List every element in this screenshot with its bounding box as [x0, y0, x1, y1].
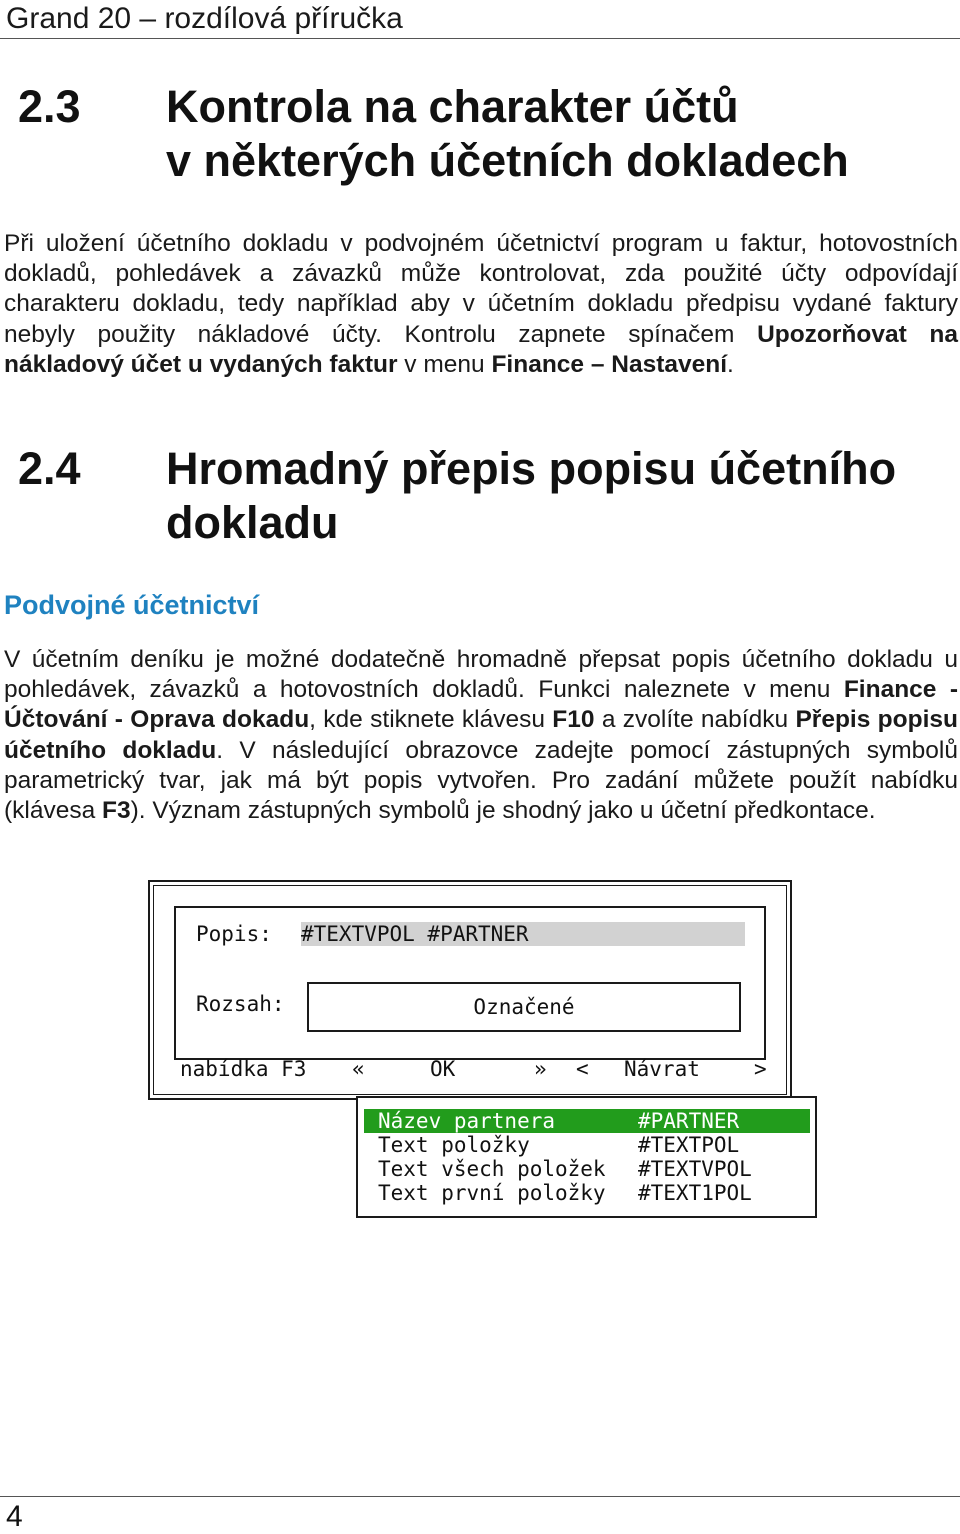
section-title-line: dokladu [166, 497, 339, 548]
page-number: 4 [6, 1500, 23, 1533]
menu-path: Finance – Nastavení [491, 350, 728, 378]
key-name: F10 [552, 706, 595, 734]
rozsah-label: Rozsah: [196, 992, 285, 1016]
list-item[interactable] [364, 1157, 810, 1181]
list-item[interactable] [364, 1109, 810, 1133]
list-item-name: Text všech položek [378, 1157, 606, 1181]
section-title-line: v některých účetních dokladech [166, 135, 849, 186]
popis-input[interactable]: #TEXTVPOL #PARTNER [301, 922, 745, 946]
header-rule [0, 38, 960, 39]
list-item[interactable] [364, 1133, 810, 1157]
dialog-fields-frame [174, 906, 766, 1060]
list-item-symbol: #TEXTPOL [638, 1133, 740, 1157]
section-title-line: Hromadný přepis popisu účetního [166, 443, 897, 494]
menu-path: Finance - Účtování - Oprava dokadu [4, 676, 958, 734]
list-item-symbol: #PARTNER [638, 1109, 740, 1133]
menu-f3-button[interactable]: nabídka F3 [180, 1057, 307, 1081]
left-guillemet: « [352, 1057, 365, 1081]
list-item[interactable] [364, 1181, 810, 1205]
right-bracket: > [754, 1057, 767, 1081]
list-item-symbol: #TEXTVPOL [638, 1157, 752, 1181]
menu-item-name: Přepis popisu účetního dokladu [4, 706, 958, 764]
text-run: ). Význam zástupných symbolů je shodný jako u účetní předkontace. [130, 797, 876, 825]
section-title [166, 80, 926, 188]
subheading: Podvojné účetnictví [4, 590, 260, 620]
key-name: F3 [102, 797, 131, 825]
list-item-symbol: #TEXT1POL [638, 1181, 752, 1205]
list-item-name: Text položky [378, 1133, 530, 1157]
setting-name: Upozorňovat na nákladový účet u vydaných faktur [4, 320, 958, 378]
list-item-name: Text první položky [378, 1181, 606, 1205]
right-guillemet: » [534, 1057, 547, 1081]
rozsah-select[interactable]: Označené [307, 982, 741, 1032]
text-run: v menu [397, 350, 492, 378]
popis-label: Popis: [196, 922, 272, 946]
text-run: . V následující obrazovce zadejte pomocí zástupných symbolů parametrický tvar, jak má být popis vytvořen. Pro zadání můžete použít nabídku (klávesa [4, 736, 958, 825]
footer-rule [0, 1496, 960, 1497]
section-2-3-paragraph [4, 229, 958, 380]
running-header: Grand 20 – rozdílová příručka [6, 2, 403, 35]
description-dialog [148, 880, 792, 1100]
section-number: 2.3 [18, 81, 81, 132]
text-run: , kde stiknete klávesu [309, 706, 553, 734]
text-run: . [727, 350, 734, 378]
back-button[interactable]: Návrat [624, 1057, 700, 1081]
text-run: a zvolíte nabídku [594, 706, 796, 734]
left-bracket: < [576, 1057, 589, 1081]
text-run: V účetním deníku je možné dodatečně hromadně přepsat popis účetního dokladu u pohledávek, závazků a hotovostních dokladů. Funkci naleznete v menu [4, 646, 958, 704]
symbol-list-popup [356, 1096, 817, 1218]
section-title-line: Kontrola na charakter účtů [166, 81, 739, 132]
text-run: Při uložení účetního dokladu v podvojném účetnictví program u faktur, hotovostních dokladů, pohledávek a závazků může kontrolovat, zda použité účty odpovídají charakteru dokladu, tedy například aby v účetním dokladu předpisu vydané faktury nebyly použity nákladové účty. Kontrolu zapnete spínačem [4, 230, 958, 348]
section-2-4-paragraph [4, 645, 958, 826]
ok-button[interactable]: OK [430, 1057, 456, 1081]
section-title [166, 442, 926, 550]
list-item-name: Název partnera [378, 1109, 556, 1133]
section-2-4-heading [18, 442, 948, 552]
section-number: 2.4 [18, 443, 81, 494]
section-2-3-heading [18, 80, 948, 190]
